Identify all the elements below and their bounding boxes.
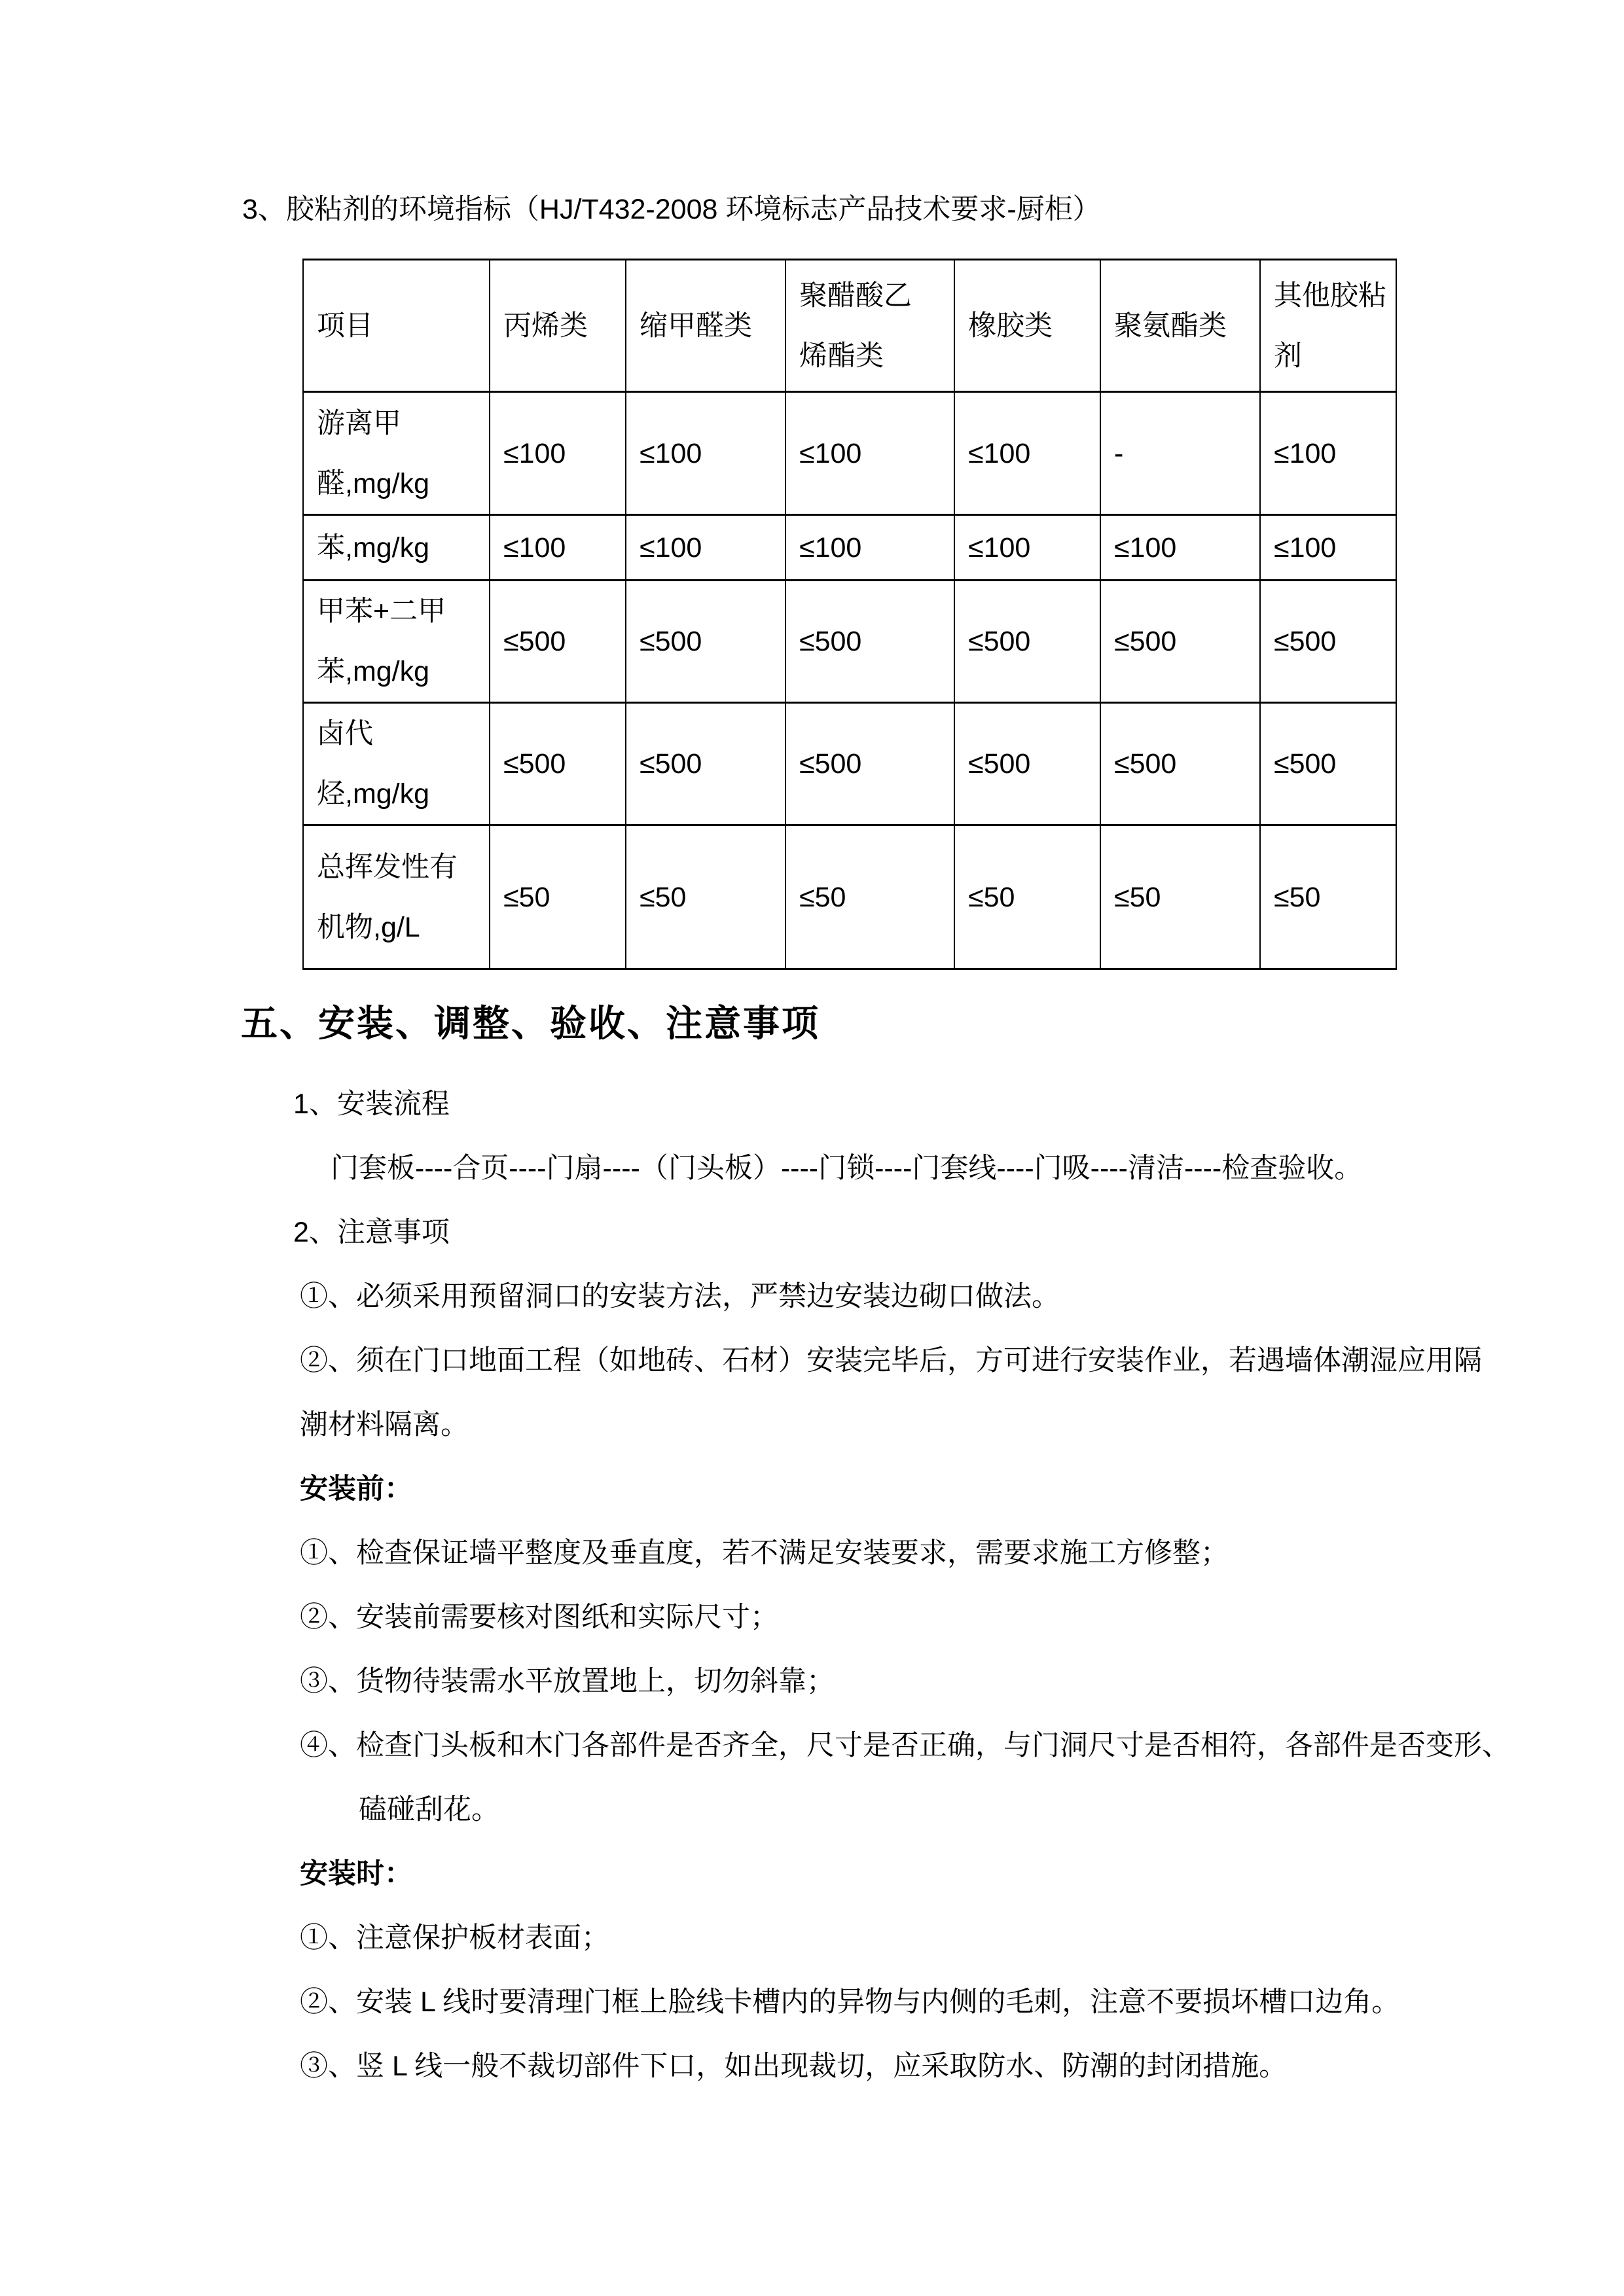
value-cell: ≤100 bbox=[1260, 515, 1396, 581]
item-cell: 总挥发性有 机物,g/L bbox=[303, 825, 490, 969]
table-header-row bbox=[303, 260, 1396, 392]
value-cell: ≤50 bbox=[785, 825, 954, 969]
value-cell: ≤500 bbox=[785, 703, 954, 825]
value-cell: ≤100 bbox=[490, 392, 626, 515]
table-header-cell: 聚醋酸乙 烯酯类 bbox=[785, 260, 954, 392]
table-body bbox=[303, 260, 1396, 969]
value-cell: ≤100 bbox=[1260, 392, 1396, 515]
value-cell: ≤500 bbox=[785, 581, 954, 703]
body-line: 2、注意事项 bbox=[293, 1216, 450, 1248]
section5-body bbox=[0, 1069, 1624, 2096]
adhesive-env-table bbox=[302, 259, 1397, 970]
body-line: 1、安装流程 bbox=[293, 1088, 450, 1120]
table-header-cell: 缩甲醛类 bbox=[626, 260, 785, 392]
body-line: ③、竖 L 线一般不裁切部件下口，如出现裁切，应采取防水、防潮的封闭措施。 bbox=[300, 2050, 1288, 2082]
item-cell: 苯,mg/kg bbox=[303, 515, 490, 581]
value-cell: ≤500 bbox=[954, 581, 1100, 703]
body-line: ②、须在门口地面工程（如地砖、石材）安装完毕后，方可进行安装作业，若遇墙体潮湿应用隔 bbox=[300, 1344, 1482, 1376]
table-header-cell: 其他胶粘 剂 bbox=[1260, 260, 1396, 392]
value-cell: ≤50 bbox=[954, 825, 1100, 969]
value-cell: ≤500 bbox=[954, 703, 1100, 825]
body-line: ②、安装前需要核对图纸和实际尺寸； bbox=[300, 1601, 778, 1633]
body-line: ②、安装 L 线时要清理门框上脸线卡槽内的异物与内侧的毛刺，注意不要损坏槽口边角。 bbox=[300, 1986, 1400, 2018]
value-cell: ≤500 bbox=[1260, 703, 1396, 825]
value-cell: ≤50 bbox=[1260, 825, 1396, 969]
table-header-cell: 聚氨酯类 bbox=[1100, 260, 1260, 392]
table-row bbox=[303, 703, 1396, 825]
value-cell: ≤50 bbox=[490, 825, 626, 969]
item-cell: 甲苯+二甲 苯,mg/kg bbox=[303, 581, 490, 703]
value-cell: ≤100 bbox=[1100, 515, 1260, 581]
section3-title: 3、胶粘剂的环境指标（HJ/T432-2008 环境标志产品技术要求-厨柜） bbox=[242, 194, 1101, 225]
item-cell: 游离甲 醛,mg/kg bbox=[303, 392, 490, 515]
value-cell: ≤500 bbox=[1100, 703, 1260, 825]
body-line: ③、货物待装需水平放置地上，切勿斜靠； bbox=[300, 1665, 835, 1697]
body-line: 安装时： bbox=[300, 1857, 412, 1890]
item-cell: 卤代 烃,mg/kg bbox=[303, 703, 490, 825]
value-cell: ≤100 bbox=[785, 392, 954, 515]
table-row bbox=[303, 581, 1396, 703]
table-header-cell: 橡胶类 bbox=[954, 260, 1100, 392]
value-cell: ≤100 bbox=[954, 392, 1100, 515]
body-line: 磕碰刮花。 bbox=[359, 1793, 499, 1825]
table-header-cell: 丙烯类 bbox=[490, 260, 626, 392]
value-cell: ≤100 bbox=[954, 515, 1100, 581]
body-line: 门套板----合页----门扇----（门头板）----门锁----门套线----门吸----清洁----检查验收。 bbox=[331, 1152, 1363, 1184]
table-row bbox=[303, 515, 1396, 581]
value-cell: ≤500 bbox=[626, 703, 785, 825]
body-line: ①、注意保护板材表面； bbox=[300, 1922, 609, 1954]
body-line: ①、必须采用预留洞口的安装方法，严禁边安装边砌口做法。 bbox=[300, 1280, 1060, 1312]
value-cell: ≤50 bbox=[626, 825, 785, 969]
value-cell: ≤500 bbox=[626, 581, 785, 703]
body-line: 安装前： bbox=[300, 1473, 412, 1505]
value-cell: ≤500 bbox=[1100, 581, 1260, 703]
value-cell: ≤50 bbox=[1100, 825, 1260, 969]
table-row bbox=[303, 825, 1396, 969]
section5-heading: 五、安装、调整、验收、注意事项 bbox=[241, 1003, 820, 1044]
value-cell: ≤100 bbox=[785, 515, 954, 581]
value-cell: ≤500 bbox=[490, 581, 626, 703]
value-cell: ≤100 bbox=[626, 515, 785, 581]
value-cell: ≤500 bbox=[1260, 581, 1396, 703]
value-cell: ≤100 bbox=[490, 515, 626, 581]
table-header-cell: 项目 bbox=[303, 260, 490, 392]
body-line: ④、检查门头板和木门各部件是否齐全，尺寸是否正确，与门洞尺寸是否相符，各部件是否变形、 bbox=[300, 1729, 1510, 1761]
value-cell: ≤500 bbox=[490, 703, 626, 825]
value-cell: ≤100 bbox=[626, 392, 785, 515]
value-cell: - bbox=[1100, 392, 1260, 515]
body-line: 潮材料隔离。 bbox=[300, 1408, 469, 1441]
table-row bbox=[303, 392, 1396, 515]
body-line: ①、检查保证墙平整度及垂直度，若不满足安装要求，需要求施工方修整； bbox=[300, 1537, 1229, 1569]
